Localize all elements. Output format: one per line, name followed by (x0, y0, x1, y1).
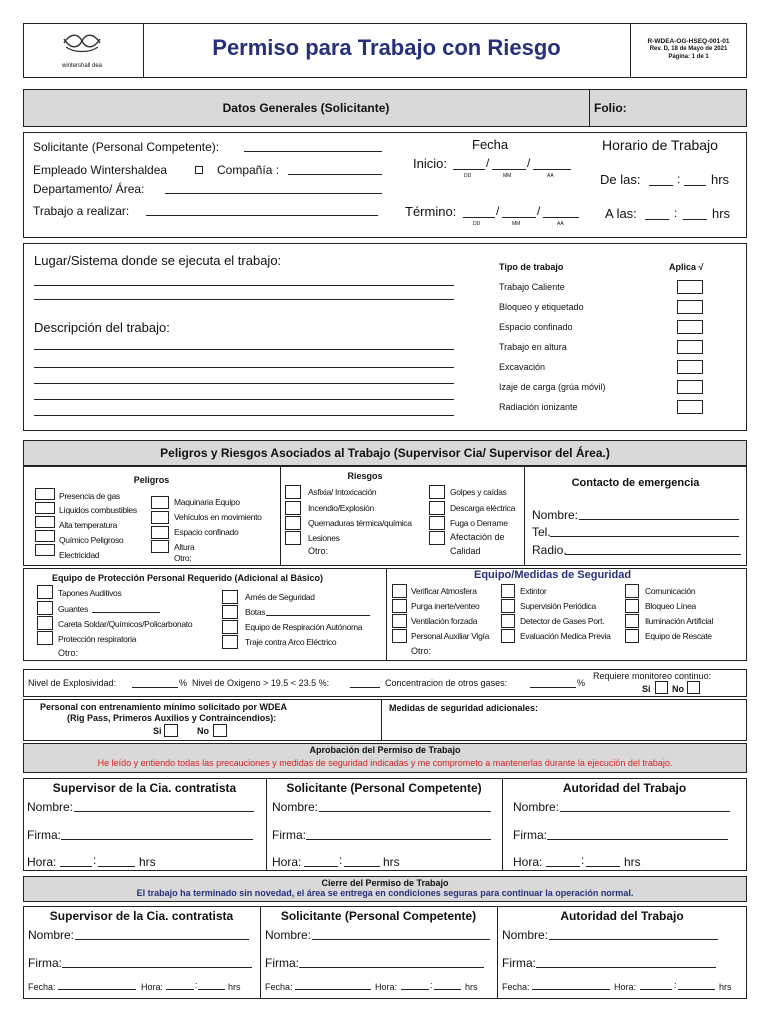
page-number: Página: 1 de 1 (668, 54, 709, 60)
medida-checkbox[interactable] (501, 599, 515, 613)
document-code: R-WDEA-OG-HSEQ-001-01 (647, 38, 730, 45)
monitoreo-no-checkbox[interactable] (687, 681, 700, 694)
hora-label: Hora: (513, 855, 543, 869)
termino-mm[interactable] (502, 204, 536, 218)
hrs-label: hrs (465, 982, 478, 992)
nombre-field[interactable] (549, 926, 718, 940)
page-title: Permiso para Trabajo con Riesgo (212, 35, 561, 60)
closure-title: Cierre del Permiso de Trabajo (321, 878, 449, 888)
epp-label: Botas (245, 607, 266, 617)
riesgo-checkbox[interactable] (285, 501, 301, 515)
hora-hh[interactable] (401, 979, 429, 990)
training-text: (Rig Pass, Primeros Auxilios y Contraincendios): (67, 713, 277, 723)
epp-label: Protección respiratoria (58, 634, 137, 644)
departamento-field[interactable] (165, 180, 382, 194)
medida-label: Supervisión Periódica (520, 601, 596, 611)
hora-hh[interactable] (60, 853, 92, 867)
peligro-label: Alta temperatura (59, 520, 118, 530)
a-las-hh[interactable] (645, 206, 669, 220)
riesgo-checkbox[interactable] (429, 485, 445, 499)
approval-col-title: Supervisor de la Cia. contratista (52, 781, 237, 795)
training-text: Personal con entrenamiento mínimo solicitado por WDEA (40, 702, 288, 712)
firma-field[interactable] (62, 954, 252, 968)
hora-mm[interactable] (586, 853, 620, 867)
riesgo-otro-label: Otro: (308, 546, 329, 556)
medida-otro-label: Otro: (411, 646, 432, 656)
medida-checkbox[interactable] (625, 614, 639, 628)
de-las-mm[interactable] (684, 172, 706, 186)
medida-label: Evaluación Medica Previa (520, 631, 611, 641)
contacto-radio-field[interactable] (565, 541, 741, 555)
hrs-label: hrs (712, 206, 731, 221)
hrs-label: hrs (383, 855, 400, 869)
peligro-checkbox[interactable] (35, 544, 55, 556)
peligro-checkbox[interactable] (35, 530, 55, 542)
oxigeno-label: Nivel de Oxigeno > 19.5 < 23.5 %: (192, 678, 330, 688)
wintershall-logo-icon (60, 31, 104, 59)
empleado-label: Empleado Wintershaldea (33, 163, 168, 177)
tipo-item: Excavación (499, 362, 546, 372)
descripcion-label: Descripción del trabajo: (34, 320, 170, 335)
concentracion-label: Concentracion de otros gases: (385, 678, 508, 688)
hora-mm[interactable] (198, 979, 225, 990)
epp-label: Tapones Auditivos (58, 588, 122, 598)
epp-label: Equipo de Respiración Autónoma (245, 622, 363, 632)
trabajo-field[interactable] (146, 202, 378, 216)
hrs-label: hrs (719, 982, 732, 992)
inicio-mm[interactable] (492, 156, 526, 170)
peligro-checkbox[interactable] (151, 496, 169, 509)
inicio-aa[interactable] (533, 156, 571, 170)
firma-label: Firma: (272, 828, 306, 842)
tipo-item: Trabajo en altura (499, 342, 567, 352)
epp-checkbox[interactable] (37, 631, 53, 645)
aplica-checkbox[interactable] (677, 300, 703, 314)
peligro-label: Maquinaria Equipo (174, 497, 240, 507)
closure-statement: El trabajo ha terminado sin novedad, el área se entrega en condiciones seguras para continuar la operación normal. (136, 888, 634, 898)
approval-col-title: Solicitante (Personal Competente) (286, 781, 482, 795)
epp-checkbox[interactable] (37, 616, 53, 630)
epp-otro-label: Otro: (58, 648, 79, 658)
training-no-checkbox[interactable] (213, 724, 227, 737)
riesgo-checkbox[interactable] (285, 485, 301, 499)
hora-mm[interactable] (344, 853, 380, 867)
hora-mm[interactable] (434, 979, 461, 990)
nombre-label: Nombre: (502, 928, 549, 942)
contacto-radio-label: Radio. (532, 543, 567, 557)
riesgo-label: Calidad (450, 546, 481, 556)
firma-label: Firma: (28, 956, 62, 970)
a-las-mm[interactable] (683, 206, 707, 220)
hora-hh[interactable] (166, 979, 194, 990)
aplica-checkbox[interactable] (677, 400, 703, 414)
hora-label: Hora: (27, 855, 57, 869)
peligro-label: Presencia de gas (59, 491, 120, 501)
firma-field[interactable] (547, 826, 728, 840)
closure-col-title: Autoridad del Trabajo (560, 909, 684, 923)
firma-field[interactable] (306, 826, 491, 840)
guantes-field[interactable] (92, 602, 160, 613)
fecha-label: Fecha (472, 137, 509, 152)
riesgo-checkbox[interactable] (429, 501, 445, 515)
aa-hint: AA (557, 221, 564, 227)
nombre-label: Nombre: (265, 928, 312, 942)
riesgo-checkbox[interactable] (429, 531, 445, 545)
peligro-checkbox[interactable] (151, 526, 169, 539)
termino-label: Término: (405, 204, 457, 219)
peligro-checkbox[interactable] (151, 511, 169, 524)
peligro-label: Espacio confinado (174, 527, 239, 537)
medida-label: Detector de Gases Port. (520, 616, 605, 626)
epp-checkbox[interactable] (222, 635, 238, 649)
peligro-checkbox[interactable] (35, 488, 55, 500)
peligro-label: Químico Peligroso (59, 535, 124, 545)
peligro-checkbox[interactable] (35, 502, 55, 514)
firma-field[interactable] (299, 954, 484, 968)
fecha-label: Fecha: (265, 982, 293, 992)
contacto-tel-field[interactable] (550, 523, 739, 537)
nombre-label: Nombre: (513, 800, 560, 814)
riesgos-title: Riesgos (347, 471, 383, 481)
medida-checkbox[interactable] (392, 599, 407, 613)
hora-hh[interactable] (304, 853, 338, 867)
medida-checkbox[interactable] (392, 584, 407, 598)
training-si-checkbox[interactable] (164, 724, 178, 737)
medida-label: Purga inerte/venteo (411, 601, 480, 611)
horario-label: Horario de Trabajo (602, 137, 718, 153)
nombre-field[interactable] (75, 926, 249, 940)
inicio-label: Inicio: (413, 156, 447, 171)
aplica-header: Aplica √ (669, 262, 704, 272)
inicio-dd[interactable] (453, 156, 485, 170)
training-no-label: No (197, 726, 209, 736)
firma-label: Firma: (513, 828, 547, 842)
riesgo-label: Lesiones (308, 533, 340, 543)
peligro-label: Vehículos en movimiento (174, 512, 262, 522)
contacto-tel-label: Tel. (532, 525, 551, 539)
medida-checkbox[interactable] (625, 629, 639, 643)
riesgo-label: Quemaduras térmica/química (308, 518, 412, 528)
brand-name: wintershall dea (61, 63, 103, 69)
aplica-checkbox[interactable] (677, 320, 703, 334)
a-las-label: A las: (605, 206, 637, 221)
compania-field[interactable] (288, 161, 382, 175)
termino-aa[interactable] (543, 204, 579, 218)
departamento-label: Departamento/ Área: (33, 182, 145, 196)
firma-label: Firma: (27, 828, 61, 842)
de-las-hh[interactable] (649, 172, 673, 186)
explosividad-label: Nivel de Explosividad: (28, 678, 117, 688)
riesgo-label: Incendio/Explosión (308, 503, 374, 513)
lugar-line-1[interactable] (34, 272, 454, 286)
monitoreo-no-label: No (672, 684, 684, 694)
aplica-checkbox[interactable] (677, 280, 703, 294)
medida-label: Bloqueo Línea (645, 601, 696, 611)
hora-hh[interactable] (546, 853, 580, 867)
medida-checkbox[interactable] (501, 614, 515, 628)
fecha-field[interactable] (295, 979, 371, 990)
solicitante-field[interactable] (244, 138, 382, 152)
descripcion-line[interactable] (34, 336, 454, 350)
compania-label: Compañía : (217, 163, 280, 177)
hrs-label: hrs (624, 855, 641, 869)
hora-hh[interactable] (640, 979, 672, 990)
riesgo-checkbox[interactable] (285, 516, 301, 530)
tipo-item: Izaje de carga (grúa móvil) (499, 382, 606, 392)
hora-mm[interactable] (678, 979, 715, 990)
monitoreo-si-label: Si (642, 684, 651, 694)
firma-field[interactable] (536, 954, 716, 968)
medidas-title: Equipo/Medidas de Seguridad (474, 569, 632, 581)
solicitante-label: Solicitante (Personal Competente): (33, 140, 220, 154)
hazards-section-title: Peligros y Riesgos Asociados al Trabajo (Supervisor Cia/ Supervisor del Área.) (160, 446, 610, 460)
epp-checkbox[interactable] (222, 620, 238, 634)
firma-label: Firma: (502, 956, 536, 970)
peligro-label: Altura (174, 542, 195, 552)
mm-hint: MM (512, 221, 521, 227)
contacto-title: Contacto de emergencia (571, 477, 700, 489)
monitoreo-label: Requiere monitoreo continuo: (593, 671, 712, 681)
termino-dd[interactable] (463, 204, 495, 218)
riesgo-label: Afectación de (450, 532, 505, 542)
lugar-label: Lugar/Sistema donde se ejecuta el trabajo: (34, 253, 282, 268)
hora-mm[interactable] (98, 853, 135, 867)
fecha-label: Fecha: (502, 982, 530, 992)
botas-field[interactable] (266, 605, 370, 616)
tipo-header: Tipo de trabajo (499, 262, 564, 272)
medidas-adicionales-label: Medidas de seguridad adicionales: (389, 703, 539, 713)
medida-checkbox[interactable] (501, 584, 515, 598)
epp-label: Traje contra Arco Eléctrico (245, 637, 337, 647)
tipo-item: Radiación ionizante (499, 402, 578, 412)
de-las-label: De las: (600, 172, 641, 187)
oxigeno-field[interactable] (350, 676, 380, 688)
medida-label: Equipo de Rescate (645, 631, 712, 641)
contacto-nombre-label: Nombre: (532, 508, 579, 522)
revision: Rev. D, 18 de Mayo de 2021 (649, 46, 728, 52)
peligro-label: Electricidad (59, 550, 100, 560)
nombre-label: Nombre: (28, 928, 75, 942)
medida-label: Comunicación (645, 586, 696, 596)
explosividad-field[interactable] (132, 676, 178, 688)
fecha-field[interactable] (58, 979, 136, 990)
riesgo-label: Asfixia/ Intoxicación (308, 487, 377, 497)
nombre-field[interactable] (74, 798, 254, 812)
hrs-label: hrs (228, 982, 241, 992)
epp-label: Guantes (58, 604, 89, 614)
epp-checkbox[interactable] (37, 601, 53, 615)
empleado-checkbox[interactable] (195, 166, 203, 174)
contacto-nombre-field[interactable] (579, 506, 739, 520)
tipo-item: Bloqueo y etiquetado (499, 302, 584, 312)
hora-label: Hora: (272, 855, 302, 869)
medida-checkbox[interactable] (392, 614, 407, 628)
riesgo-label: Fuga o Derrame (450, 518, 508, 528)
medida-label: Ventilación forzada (411, 616, 478, 626)
peligro-otro-label: Otro: (174, 553, 192, 563)
fecha-field[interactable] (532, 979, 610, 990)
peligro-checkbox[interactable] (151, 540, 169, 553)
hrs-label: hrs (139, 855, 156, 869)
firma-label: Firma: (265, 956, 299, 970)
pct-label: % (577, 678, 586, 688)
tipo-item: Espacio confinado (499, 322, 573, 332)
nombre-label: Nombre: (27, 800, 74, 814)
dd-hint: DD (464, 173, 472, 179)
hora-label: Hora: (141, 982, 164, 992)
approval-statement: He leído y entiendo todas las precauciones y medidas de seguridad indicadas y me comprometo a mantenerlas durante la ejecución del trabajo. (97, 758, 673, 768)
epp-checkbox[interactable] (222, 605, 238, 619)
approval-title: Aprobación del Permiso de Trabajo (309, 745, 461, 755)
monitoreo-si-checkbox[interactable] (655, 681, 668, 694)
epp-checkbox[interactable] (37, 585, 53, 599)
medida-checkbox[interactable] (625, 599, 639, 613)
lugar-line-2[interactable] (34, 286, 454, 300)
training-si-label: Si (153, 726, 162, 736)
tipo-item: Trabajo Caliente (499, 282, 565, 292)
riesgo-label: Golpes y caídas (450, 487, 507, 497)
trabajo-label: Trabajo a realizar: (33, 204, 130, 218)
peligro-checkbox[interactable] (35, 516, 55, 528)
closure-col-title: Supervisor de la Cia. contratista (49, 909, 234, 923)
peligros-title: Peligros (133, 475, 170, 485)
medida-checkbox[interactable] (501, 629, 515, 643)
riesgo-label: Descarga eléctrica (450, 503, 515, 513)
medida-label: Extintor (520, 586, 547, 596)
hora-label: Hora: (375, 982, 398, 992)
epp-title: Equipo de Protección Personal Requerido (Adicional al Básico) (52, 573, 324, 583)
descripcion-line[interactable] (34, 402, 454, 416)
epp-label: Careta Soldar/Químicos/Policarbonato (58, 619, 193, 629)
approval-col-title: Autoridad del Trabajo (562, 781, 687, 795)
aa-hint: AA (547, 173, 554, 179)
concentracion-field[interactable] (530, 676, 576, 688)
descripcion-line[interactable] (34, 354, 454, 368)
epp-label: Arnés de Seguridad (245, 592, 315, 602)
riesgo-checkbox[interactable] (285, 531, 301, 545)
descripcion-line[interactable] (34, 386, 454, 400)
riesgo-checkbox[interactable] (429, 516, 445, 530)
folio-label: Folio: (594, 101, 627, 115)
fecha-label: Fecha: (28, 982, 56, 992)
hrs-label: hrs (711, 172, 730, 187)
peligro-label: Líquidos combustibles (59, 505, 137, 515)
mm-hint: MM (503, 173, 512, 179)
general-section-title: Datos Generales (Solicitante) (222, 101, 390, 115)
closure-col-title: Solicitante (Personal Competente) (280, 909, 477, 923)
nombre-field[interactable] (319, 798, 491, 812)
medida-checkbox[interactable] (625, 584, 639, 598)
nombre-field[interactable] (312, 926, 490, 940)
firma-field[interactable] (61, 826, 253, 840)
descripcion-line[interactable] (34, 370, 454, 384)
medida-label: Verificar Atmosfera (411, 586, 477, 596)
medida-label: Personal Auxiliar Vigía (411, 631, 489, 641)
aplica-checkbox[interactable] (677, 360, 703, 374)
dd-hint: DD (473, 221, 481, 227)
pct-label: % (179, 678, 188, 688)
aplica-checkbox[interactable] (677, 380, 703, 394)
nombre-label: Nombre: (272, 800, 319, 814)
aplica-checkbox[interactable] (677, 340, 703, 354)
medida-checkbox[interactable] (392, 629, 407, 643)
epp-checkbox[interactable] (222, 590, 238, 604)
nombre-field[interactable] (560, 798, 730, 812)
hora-label: Hora: (614, 982, 637, 992)
medida-label: Iluminación Artificial (645, 616, 714, 626)
